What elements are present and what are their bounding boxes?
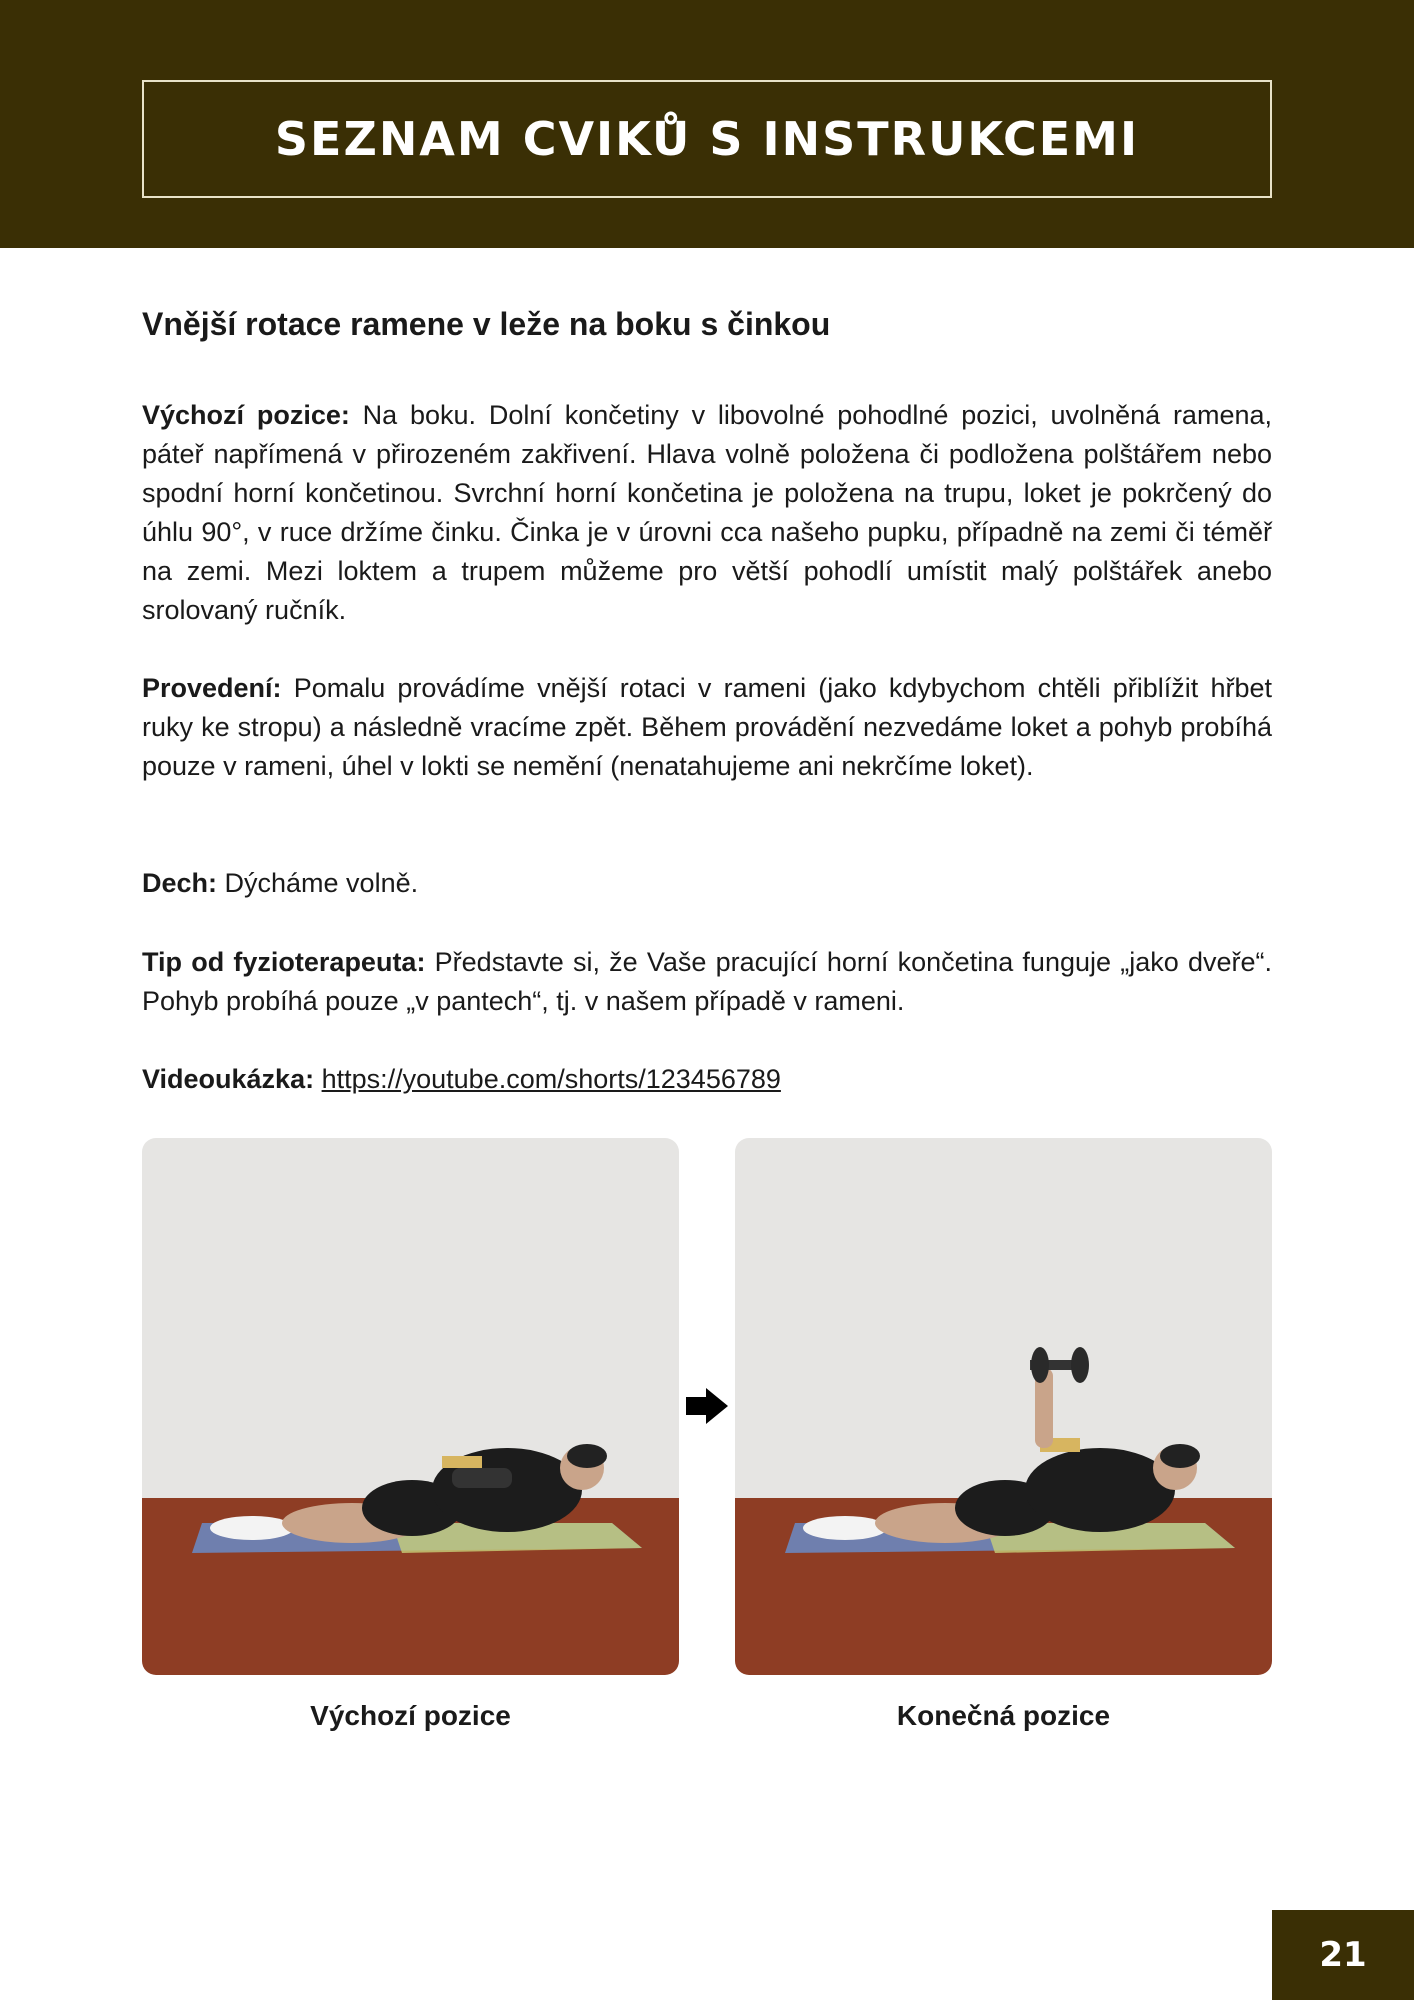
start-position-photo [142, 1138, 679, 1675]
execution-text: Pomalu provádíme vnější rotaci v rameni (jako kdybychom chtěli přiblížit hřbet ruky ke stropu) a následně vracíme zpět. Během provádění nezvedáme loket a pohyb probíhá pouze v rameni, úhel v lokti se nemění (nenatahujeme ani nekrčíme loket). [142, 673, 1272, 781]
page-number-box [1272, 1910, 1414, 2000]
end-position-caption: Konečná pozice [896, 1700, 1111, 1731]
video-link[interactable]: https://youtube.com/shorts/123456789 [321, 1064, 781, 1094]
breath-label: Dech: [142, 868, 218, 898]
header-band [0, 0, 1414, 248]
start-position-label: Výchozí pozice: [142, 400, 350, 430]
tip-paragraph [142, 943, 1272, 1021]
arrow-right-icon [686, 1388, 728, 1424]
exercise-title: Vnější rotace ramene v leže na boku s činkou [142, 306, 831, 342]
start-position-text: Na boku. Dolní končetiny v libovolné pohodlné pozici, uvolněná ramena, páteř napřímená v přirozeném zakřivení. Hlava volně položena či podložena polštářem nebo spodní horní končetinou. Svrchní horní končetina je položena na trupu, loket je pokrčený do úhlu 90°, v ruce držíme činku. Činka je v úrovni cca našeho pupku, případně na zemi či téměř na zemi. Mezi loktem a trupem můžeme pro větší pohodlí umístit malý polštářek anebo srolovaný ručník. [142, 400, 1272, 625]
execution-paragraph [142, 669, 1272, 786]
title-box [142, 80, 1272, 198]
video-paragraph [142, 1060, 1272, 1099]
start-position-caption: Výchozí pozice [310, 1700, 511, 1731]
execution-label: Provedení: [142, 673, 282, 703]
breath-paragraph [142, 864, 1272, 903]
tip-label: Tip od fyzioterapeuta: [142, 947, 426, 977]
page-title: SEZNAM CVIKŮ S INSTRUKCEMI [274, 112, 1140, 166]
video-label: Videoukázka: [142, 1064, 315, 1094]
end-position-photo [735, 1138, 1272, 1675]
breath-text: Dýcháme volně. [217, 868, 419, 898]
start-position-paragraph [142, 396, 1272, 630]
tip-text: Představte si, že Vaše pracující horní končetina funguje „jako dveře“. Pohyb probíhá pouze „v pantech“, tj. v našem případě v rameni. [142, 947, 1272, 1016]
page-number: 21 [1319, 1935, 1367, 1975]
